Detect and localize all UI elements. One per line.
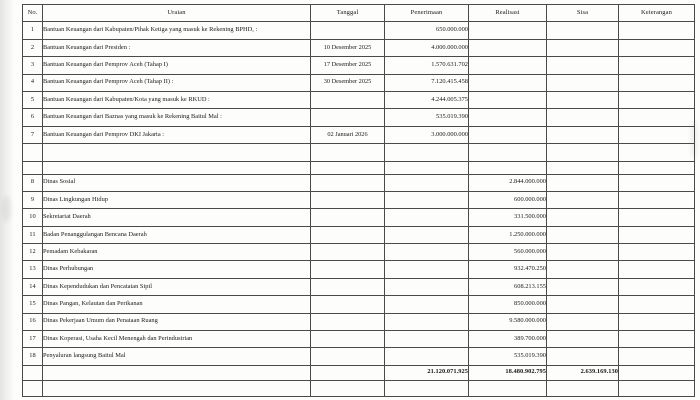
cell-no: 17 xyxy=(23,331,43,348)
cell-sisa xyxy=(547,331,619,348)
cell-sisa xyxy=(547,22,619,39)
cell-sisa xyxy=(547,209,619,226)
column-header-realisasi: Realisasi xyxy=(469,5,547,22)
cell-penerimaan xyxy=(385,313,469,330)
cell-keterangan xyxy=(619,161,695,174)
table-row xyxy=(23,39,695,56)
cell-no: 14 xyxy=(23,278,43,295)
cell-penerimaan: 4.000.000.000 xyxy=(385,39,469,56)
cell-penerimaan xyxy=(385,244,469,261)
table-row xyxy=(23,109,695,126)
cell-no: 1 xyxy=(23,22,43,39)
cell-keterangan xyxy=(619,313,695,330)
cell-tanggal xyxy=(311,161,385,174)
scan-artifact xyxy=(2,196,12,222)
cell-tanggal xyxy=(311,226,385,243)
table-row xyxy=(23,191,695,208)
cell-no: 10 xyxy=(23,209,43,226)
cell-sisa xyxy=(547,261,619,278)
cell-uraian: Dinas Perhubungan xyxy=(43,261,311,278)
cell-keterangan xyxy=(619,191,695,208)
cell-keterangan xyxy=(619,109,695,126)
cell-no: 7 xyxy=(23,126,43,143)
cell-realisasi xyxy=(469,91,547,108)
cell-sisa xyxy=(547,313,619,330)
cell-uraian: Bantuan Keuangan dari Pemprov Aceh (Tahap II) : xyxy=(43,74,311,91)
table-row xyxy=(23,22,695,39)
cell-sisa xyxy=(547,126,619,143)
cell-realisasi: 600.000.000 xyxy=(469,191,547,208)
cell-sisa xyxy=(547,244,619,261)
table-row xyxy=(23,74,695,91)
cell-uraian: Bantuan Keuangan dari Baznas yang masuk ke Rekening Baitul Mal : xyxy=(43,109,311,126)
cell-tanggal xyxy=(311,261,385,278)
cell-keterangan xyxy=(619,226,695,243)
cell-tanggal xyxy=(311,109,385,126)
cell-keterangan xyxy=(619,365,695,380)
cell-realisasi xyxy=(469,380,547,396)
cell-realisasi xyxy=(469,74,547,91)
cell-keterangan xyxy=(619,57,695,74)
cell-penerimaan xyxy=(385,209,469,226)
cell-no: 15 xyxy=(23,296,43,313)
cell-keterangan xyxy=(619,91,695,108)
cell-realisasi: 2.844.000.000 xyxy=(469,174,547,191)
table-row xyxy=(23,174,695,191)
cell-no: 3 xyxy=(23,57,43,74)
cell-tanggal xyxy=(311,278,385,295)
cell-sisa xyxy=(547,161,619,174)
cell-no: 18 xyxy=(23,348,43,365)
cell-tanggal: 30 Desember 2025 xyxy=(311,74,385,91)
cell-realisasi: 560.000.000 xyxy=(469,244,547,261)
cell-uraian: Bantuan Keuangan dari Pemprov Aceh (Tahap I) xyxy=(43,57,311,74)
cell-uraian: Bantuan Keuangan dari Presiden : xyxy=(43,39,311,56)
cell-penerimaan xyxy=(385,348,469,365)
table-row xyxy=(23,57,695,74)
cell-sisa xyxy=(547,226,619,243)
table-row xyxy=(23,313,695,330)
cell-realisasi: 1.250.000.000 xyxy=(469,226,547,243)
column-header-keterangan: Keterangan xyxy=(619,5,695,22)
cell-sisa: 2.639.169.130 xyxy=(547,365,619,380)
cell-keterangan xyxy=(619,22,695,39)
cell-keterangan xyxy=(619,261,695,278)
cell-penerimaan xyxy=(385,191,469,208)
cell-realisasi xyxy=(469,109,547,126)
cell-realisasi: 9.580.000.000 xyxy=(469,313,547,330)
cell-penerimaan: 650.000.000 xyxy=(385,22,469,39)
cell-penerimaan: 7.120.415.458 xyxy=(385,74,469,91)
cell-keterangan xyxy=(619,126,695,143)
column-header-sisa: Sisa xyxy=(547,5,619,22)
cell-tanggal xyxy=(311,174,385,191)
cell-sisa xyxy=(547,144,619,161)
cell-uraian: Bantuan Keuangan dari Kabupaten/Pihak Ketiga yang masuk ke Rekening BPHD, : xyxy=(43,22,311,39)
table-row-blank xyxy=(23,144,695,161)
cell-penerimaan xyxy=(385,380,469,396)
table-row xyxy=(23,91,695,108)
cell-sisa xyxy=(547,278,619,295)
table-header xyxy=(23,5,695,22)
table-row xyxy=(23,209,695,226)
table-row xyxy=(23,244,695,261)
cell-uraian: Badan Penanggulangan Bencana Daerah xyxy=(43,226,311,243)
cell-no: 2 xyxy=(23,39,43,56)
cell-no: 4 xyxy=(23,74,43,91)
cell-sisa xyxy=(547,191,619,208)
cell-uraian: Dinas Lingkungan Hidup xyxy=(43,191,311,208)
cell-keterangan xyxy=(619,278,695,295)
cell-uraian: Bantuan Keuangan dari Kabupaten/Kota yang masuk ke RKUD : xyxy=(43,91,311,108)
cell-penerimaan xyxy=(385,226,469,243)
cell-no xyxy=(23,144,43,161)
cell-realisasi xyxy=(469,57,547,74)
cell-sisa xyxy=(547,74,619,91)
table-row xyxy=(23,226,695,243)
cell-keterangan xyxy=(619,348,695,365)
cell-uraian: Bantuan Keuangan dari Pemprov DKI Jakarta : xyxy=(43,126,311,143)
cell-tanggal xyxy=(311,331,385,348)
cell-no: 11 xyxy=(23,226,43,243)
cell-penerimaan: 535.019.390 xyxy=(385,109,469,126)
cell-tanggal xyxy=(311,365,385,380)
table-row-blank xyxy=(23,380,695,396)
cell-penerimaan: 4.244.005.375 xyxy=(385,91,469,108)
table-row-total xyxy=(23,365,695,380)
cell-penerimaan xyxy=(385,296,469,313)
cell-tanggal xyxy=(311,191,385,208)
cell-uraian: Dinas Pekerjaan Umum dan Penataan Ruang xyxy=(43,313,311,330)
cell-keterangan xyxy=(619,144,695,161)
cell-realisasi: 331.500.000 xyxy=(469,209,547,226)
cell-no: 6 xyxy=(23,109,43,126)
cell-penerimaan xyxy=(385,278,469,295)
cell-penerimaan xyxy=(385,331,469,348)
cell-tanggal xyxy=(311,144,385,161)
cell-realisasi: 18.480.902.795 xyxy=(469,365,547,380)
column-header-no: No. xyxy=(23,5,43,22)
cell-penerimaan xyxy=(385,161,469,174)
table-row xyxy=(23,261,695,278)
cell-no: 8 xyxy=(23,174,43,191)
cell-keterangan xyxy=(619,380,695,396)
table-row xyxy=(23,296,695,313)
cell-uraian xyxy=(43,380,311,396)
cell-realisasi: 850.000.000 xyxy=(469,296,547,313)
cell-uraian xyxy=(43,144,311,161)
cell-tanggal xyxy=(311,209,385,226)
cell-realisasi xyxy=(469,22,547,39)
cell-no xyxy=(23,380,43,396)
cell-tanggal xyxy=(311,380,385,396)
financial-ledger-table xyxy=(22,4,695,397)
cell-keterangan xyxy=(619,174,695,191)
cell-sisa xyxy=(547,174,619,191)
column-header-uraian: Uraian xyxy=(43,5,311,22)
cell-no: 12 xyxy=(23,244,43,261)
cell-sisa xyxy=(547,348,619,365)
cell-tanggal xyxy=(311,91,385,108)
cell-penerimaan: 21.120.071.925 xyxy=(385,365,469,380)
cell-no: 16 xyxy=(23,313,43,330)
cell-tanggal: 17 Desember 2025 xyxy=(311,57,385,74)
column-header-tanggal: Tanggal xyxy=(311,5,385,22)
cell-realisasi xyxy=(469,144,547,161)
column-header-penerimaan: Penerimaan xyxy=(385,5,469,22)
cell-tanggal: 02 Januari 2026 xyxy=(311,126,385,143)
cell-keterangan xyxy=(619,331,695,348)
cell-realisasi: 535.019.390 xyxy=(469,348,547,365)
cell-sisa xyxy=(547,296,619,313)
cell-realisasi: 608.213.155 xyxy=(469,278,547,295)
table-row xyxy=(23,126,695,143)
cell-realisasi xyxy=(469,161,547,174)
cell-keterangan xyxy=(619,244,695,261)
cell-uraian xyxy=(43,365,311,380)
cell-realisasi: 389.700.000 xyxy=(469,331,547,348)
cell-uraian: Dinas Kependudukan dan Pencatatan Sipil xyxy=(43,278,311,295)
cell-uraian: Sekretariat Daerah xyxy=(43,209,311,226)
cell-sisa xyxy=(547,109,619,126)
cell-tanggal xyxy=(311,244,385,261)
cell-keterangan xyxy=(619,296,695,313)
cell-tanggal xyxy=(311,22,385,39)
table-row xyxy=(23,278,695,295)
cell-realisasi: 932.470.250 xyxy=(469,261,547,278)
cell-no: 13 xyxy=(23,261,43,278)
cell-no: 5 xyxy=(23,91,43,108)
cell-keterangan xyxy=(619,209,695,226)
cell-no: 9 xyxy=(23,191,43,208)
cell-sisa xyxy=(547,91,619,108)
cell-penerimaan xyxy=(385,174,469,191)
cell-penerimaan xyxy=(385,261,469,278)
cell-uraian: Dinas Koperasi, Usaha Kecil Menengah dan Perindustrian xyxy=(43,331,311,348)
cell-no xyxy=(23,161,43,174)
cell-tanggal xyxy=(311,296,385,313)
table-row xyxy=(23,348,695,365)
cell-sisa xyxy=(547,380,619,396)
cell-uraian: Penyaluran langsung Baitul Mal xyxy=(43,348,311,365)
cell-penerimaan xyxy=(385,144,469,161)
cell-sisa xyxy=(547,57,619,74)
cell-uraian: Dinas Pangan, Kelautan dan Perikanan xyxy=(43,296,311,313)
cell-penerimaan: 3.000.000.000 xyxy=(385,126,469,143)
cell-keterangan xyxy=(619,39,695,56)
table-row-blank xyxy=(23,161,695,174)
cell-realisasi xyxy=(469,126,547,143)
cell-no xyxy=(23,365,43,380)
table-row xyxy=(23,331,695,348)
cell-tanggal: 10 Desember 2025 xyxy=(311,39,385,56)
cell-realisasi xyxy=(469,39,547,56)
cell-uraian: Pemadam Kebakaran xyxy=(43,244,311,261)
cell-sisa xyxy=(547,39,619,56)
cell-penerimaan: 1.570.631.702 xyxy=(385,57,469,74)
cell-uraian: Dinas Sosial xyxy=(43,174,311,191)
cell-tanggal xyxy=(311,348,385,365)
table-header-row xyxy=(23,5,695,22)
cell-uraian xyxy=(43,161,311,174)
cell-keterangan xyxy=(619,74,695,91)
cell-tanggal xyxy=(311,313,385,330)
scan-edge-shadow xyxy=(0,0,14,400)
table-body xyxy=(23,22,695,396)
